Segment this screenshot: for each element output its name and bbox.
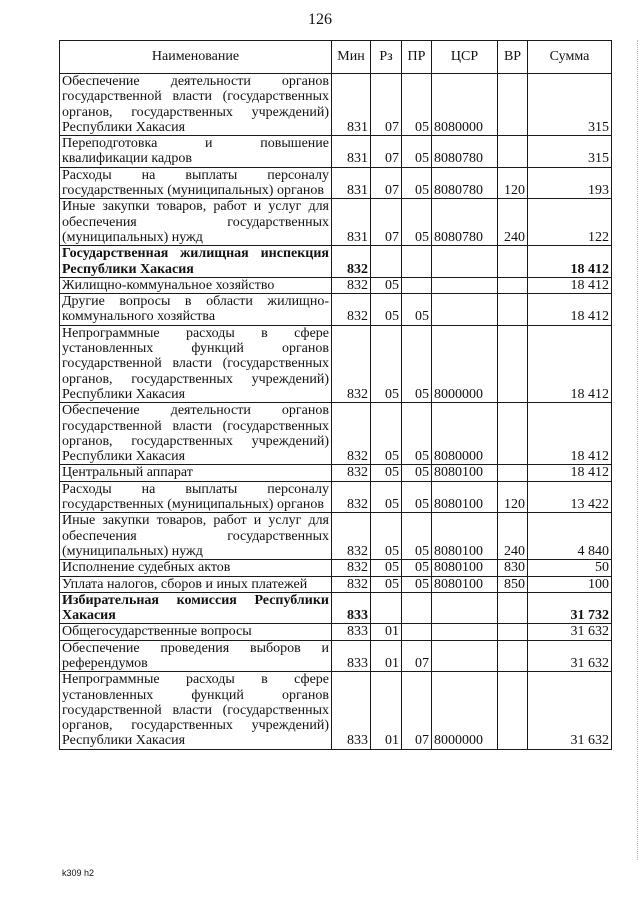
table-body — [60, 74, 612, 750]
table-row — [60, 294, 612, 326]
header-min: Мин — [332, 41, 371, 74]
cell-name: Избирательная комиссия Республики Хакасия — [60, 592, 332, 624]
cell-name: Другие вопросы в области жилищно-коммунального хозяйства — [60, 294, 332, 326]
cell-min: 832 — [332, 325, 371, 402]
table-row — [60, 277, 612, 293]
cell-min: 832 — [332, 403, 371, 465]
cell-pr — [402, 246, 432, 278]
header-sum: Сумма — [528, 41, 612, 74]
cell-min: 832 — [332, 246, 371, 278]
cell-sum: 18 412 — [528, 277, 612, 293]
cell-rz: 05 — [371, 576, 402, 592]
table-row — [60, 576, 612, 592]
cell-pr: 05 — [402, 136, 432, 168]
cell-pr: 05 — [402, 167, 432, 199]
cell-min: 832 — [332, 465, 371, 481]
cell-sum: 31 732 — [528, 592, 612, 624]
table-row — [60, 624, 612, 640]
cell-min: 833 — [332, 592, 371, 624]
cell-min: 833 — [332, 640, 371, 672]
cell-csr: 8000000 — [432, 325, 498, 402]
table-row — [60, 672, 612, 749]
cell-pr: 05 — [402, 294, 432, 326]
cell-pr: 07 — [402, 640, 432, 672]
cell-rz: 05 — [371, 513, 402, 560]
cell-csr — [432, 640, 498, 672]
cell-rz: 05 — [371, 277, 402, 293]
cell-csr — [432, 277, 498, 293]
table-row — [60, 403, 612, 465]
table-row — [60, 74, 612, 136]
cell-rz: 07 — [371, 199, 402, 246]
table-row — [60, 592, 612, 624]
budget-table — [59, 40, 612, 750]
cell-csr: 8000000 — [432, 672, 498, 749]
cell-vr: 120 — [498, 167, 528, 199]
cell-name: Расходы на выплаты персоналу государственных (муниципальных) органов — [60, 481, 332, 513]
cell-name: Обеспечение деятельности органов государственной власти (государственных органов, государственных учреждений) Республики Хакасия — [60, 403, 332, 465]
cell-sum: 13 422 — [528, 481, 612, 513]
table-row — [60, 136, 612, 168]
cell-vr: 120 — [498, 481, 528, 513]
cell-sum: 4 840 — [528, 513, 612, 560]
table-row — [60, 246, 612, 278]
cell-vr — [498, 74, 528, 136]
table-row — [60, 465, 612, 481]
cell-rz: 01 — [371, 624, 402, 640]
cell-sum: 50 — [528, 560, 612, 576]
cell-pr: 05 — [402, 576, 432, 592]
cell-vr — [498, 592, 528, 624]
cell-rz: 05 — [371, 560, 402, 576]
cell-rz — [371, 592, 402, 624]
cell-min: 832 — [332, 481, 371, 513]
table-row — [60, 199, 612, 246]
cell-vr — [498, 465, 528, 481]
cell-sum: 31 632 — [528, 672, 612, 749]
cell-csr — [432, 592, 498, 624]
cell-rz: 05 — [371, 325, 402, 402]
cell-csr: 8080000 — [432, 74, 498, 136]
cell-csr: 8080780 — [432, 199, 498, 246]
cell-csr: 8080100 — [432, 560, 498, 576]
cell-min: 831 — [332, 74, 371, 136]
cell-sum: 193 — [528, 167, 612, 199]
cell-rz: 07 — [371, 167, 402, 199]
cell-csr — [432, 246, 498, 278]
header-pr: ПР — [402, 41, 432, 74]
cell-vr — [498, 640, 528, 672]
cell-name: Государственная жилищная инспекция Республики Хакасия — [60, 246, 332, 278]
cell-csr: 8080100 — [432, 576, 498, 592]
cell-vr — [498, 246, 528, 278]
cell-rz: 01 — [371, 672, 402, 749]
header-name: Наименование — [60, 41, 332, 74]
cell-rz: 05 — [371, 294, 402, 326]
page-number: 126 — [308, 11, 332, 28]
cell-name: Непрограммные расходы в сфере установленных функций органов государственной власти (государственных органов, государственных учреждений) Республики Хакасия — [60, 325, 332, 402]
cell-pr — [402, 592, 432, 624]
cell-vr: 240 — [498, 513, 528, 560]
table-row — [60, 481, 612, 513]
cell-min: 833 — [332, 624, 371, 640]
cell-pr — [402, 624, 432, 640]
cell-sum: 315 — [528, 74, 612, 136]
cell-min: 832 — [332, 576, 371, 592]
cell-name: Жилищно-коммунальное хозяйство — [60, 277, 332, 293]
header-vr: ВР — [498, 41, 528, 74]
cell-pr: 05 — [402, 403, 432, 465]
cell-vr: 850 — [498, 576, 528, 592]
cell-sum: 18 412 — [528, 294, 612, 326]
table-header-row — [60, 41, 612, 74]
cell-min: 832 — [332, 513, 371, 560]
cell-rz: 05 — [371, 481, 402, 513]
cell-csr — [432, 294, 498, 326]
table-row — [60, 640, 612, 672]
cell-name: Общегосударственные вопросы — [60, 624, 332, 640]
cell-vr — [498, 403, 528, 465]
cell-vr — [498, 294, 528, 326]
cell-pr: 07 — [402, 672, 432, 749]
cell-sum: 31 632 — [528, 624, 612, 640]
cell-name: Иные закупки товаров, работ и услуг для обеспечения государственных (муниципальных) нужд — [60, 199, 332, 246]
header-csr: ЦСР — [432, 41, 498, 74]
header-rz: Рз — [371, 41, 402, 74]
table-row — [60, 513, 612, 560]
cell-sum: 18 412 — [528, 465, 612, 481]
cell-rz: 05 — [371, 465, 402, 481]
cell-name: Переподготовка и повышение квалификации кадров — [60, 136, 332, 168]
cell-name: Уплата налогов, сборов и иных платежей — [60, 576, 332, 592]
cell-vr — [498, 277, 528, 293]
cell-csr: 8080100 — [432, 513, 498, 560]
cell-rz: 05 — [371, 403, 402, 465]
cell-rz: 01 — [371, 640, 402, 672]
cell-vr — [498, 624, 528, 640]
cell-name: Исполнение судебных актов — [60, 560, 332, 576]
cell-csr — [432, 624, 498, 640]
cell-min: 831 — [332, 136, 371, 168]
cell-vr — [498, 325, 528, 402]
cell-sum: 18 412 — [528, 325, 612, 402]
cell-vr — [498, 136, 528, 168]
cell-name: Обеспечение деятельности органов государственной власти (государственных органов, государственных учреждений) Республики Хакасия — [60, 74, 332, 136]
cell-pr: 05 — [402, 560, 432, 576]
cell-min: 831 — [332, 167, 371, 199]
table-row — [60, 560, 612, 576]
cell-rz — [371, 246, 402, 278]
cell-csr: 8080780 — [432, 167, 498, 199]
cell-rz: 07 — [371, 74, 402, 136]
cell-vr — [498, 672, 528, 749]
cell-pr — [402, 277, 432, 293]
cell-name: Обеспечение проведения выборов и референдумов — [60, 640, 332, 672]
cell-sum: 18 412 — [528, 403, 612, 465]
cell-rz: 07 — [371, 136, 402, 168]
cell-name: Центральный аппарат — [60, 465, 332, 481]
cell-vr: 830 — [498, 560, 528, 576]
cell-pr: 05 — [402, 325, 432, 402]
cell-name: Непрограммные расходы в сфере установленных функций органов государственной власти (государственных органов, государственных учреждений) Республики Хакасия — [60, 672, 332, 749]
cell-pr: 05 — [402, 465, 432, 481]
cell-min: 832 — [332, 560, 371, 576]
cell-sum: 31 632 — [528, 640, 612, 672]
table-row — [60, 167, 612, 199]
cell-csr: 8080780 — [432, 136, 498, 168]
table-row — [60, 325, 612, 402]
cell-sum: 100 — [528, 576, 612, 592]
cell-vr: 240 — [498, 199, 528, 246]
cell-min: 833 — [332, 672, 371, 749]
margin-marks — [631, 40, 638, 860]
cell-min: 831 — [332, 199, 371, 246]
cell-pr: 05 — [402, 481, 432, 513]
cell-pr: 05 — [402, 513, 432, 560]
cell-sum: 122 — [528, 199, 612, 246]
cell-sum: 315 — [528, 136, 612, 168]
cell-name: Иные закупки товаров, работ и услуг для обеспечения государственных (муниципальных) нужд — [60, 513, 332, 560]
cell-csr: 8080100 — [432, 481, 498, 513]
cell-min: 832 — [332, 294, 371, 326]
cell-pr: 05 — [402, 74, 432, 136]
cell-csr: 8080100 — [432, 465, 498, 481]
cell-sum: 18 412 — [528, 246, 612, 278]
footer-code: k309 h2 — [62, 868, 95, 878]
cell-pr: 05 — [402, 199, 432, 246]
cell-name: Расходы на выплаты персоналу государственных (муниципальных) органов — [60, 167, 332, 199]
cell-csr: 8080000 — [432, 403, 498, 465]
cell-min: 832 — [332, 277, 371, 293]
